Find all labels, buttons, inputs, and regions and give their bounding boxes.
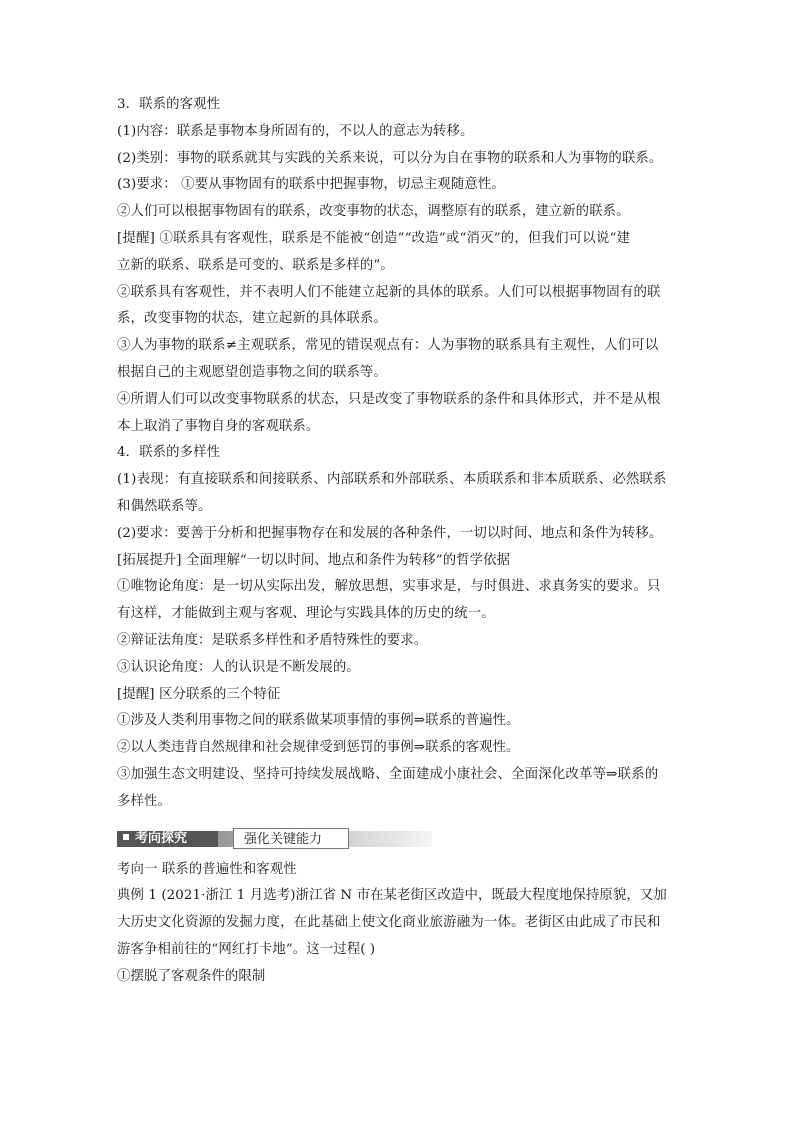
paragraph-line: ③加强生态文明建设、坚持可持续发展战略、全面建成小康社会、全面深化改革等⇒联系的 [117,766,659,782]
paragraph-line: 和偶然联系等。 [117,498,212,514]
paragraph-line: 有这样，才能做到主观与客观、理论与实践具体的历史的统一。 [117,606,495,622]
tip-title: [提醒] 区分联系的三个特征 [117,686,281,702]
tip-line: [提醒] ①联系具有客观性，联系是不能被“创造”“改造”或“消灭”的，但我们可以说“建 [117,230,631,246]
paragraph-line: (1)表现：有直接联系和间接联系、内部联系和外部联系、本质联系和非本质联系、必然联系 [117,472,667,488]
document-page [117,92,679,991]
paragraph-line: ②辩证法角度：是联系多样性和矛盾特殊性的要求。 [117,632,428,648]
tip-line: 本上取消了事物自身的客观联系。 [117,418,320,434]
banner-dark-text: 考向探究 [135,830,188,846]
paragraph-line: 多样性。 [117,793,171,809]
example-line: 游客争相前往的“网红打卡地”。这一过程( ) [117,941,376,957]
extension-title: [拓展提升] 全面理解“一切以时间、地点和条件为转移”的哲学依据 [117,552,511,568]
paragraph-line: (1)内容：联系是事物本身所固有的，不以人的意志为转移。 [117,123,474,139]
example-line: 典例 1 (2021·浙江 1 月选考)浙江省 N 市在某老街区改造中，既最大程度地保持原貌，又加 [117,888,667,904]
paragraph-line: ①唯物论角度：是一切从实际出发，解放思想，实事求是，与时俱进、求真务实的要求。只 [117,579,661,595]
paragraph-line: ②以人类违背自然规律和社会规律受到惩罚的事例⇒联系的客观性。 [117,740,520,756]
paragraph-line: ②人们可以根据事物固有的联系，改变事物的状态，调整原有的联系，建立新的联系。 [117,204,630,220]
tip-line: ③人为事物的联系≠主观联系，常见的错误观点有：人为事物的联系具有主观性，人们可以 [117,338,659,354]
paragraph-line: (2)类别：事物的联系就其与实践的关系来说，可以分为自在事物的联系和人为事物的联系。 [117,150,663,166]
tip-line: 系，改变事物的状态，建立起新的具体联系。 [117,311,387,327]
banner-dark-label [117,831,218,847]
paragraph-line: (2)要求：要善于分析和把握事物存在和发展的各种条件，一切以时间、地点和条件为转移。 [117,525,663,541]
paragraph-line: ①涉及人类利用事物之间的联系做某项事情的事例⇒联系的普遍性。 [117,713,520,729]
option-line: ①摆脱了客观条件的限制 [117,968,266,984]
paragraph-line: (3)要求： ①要从事物固有的联系中把握事物，切忌主观随意性。 [117,177,505,193]
tip-line: ②联系具有客观性，并不表明人们不能建立起新的具体的联系。人们可以根据事物固有的联 [117,284,661,300]
paragraph-line: ③认识论角度：人的认识是不断发展的。 [117,659,360,675]
section-banner [117,821,432,849]
section-heading: 3．联系的客观性 [117,97,221,112]
banner-light-label: 强化关键能力 [233,828,349,849]
tip-line: 根据自己的主观愿望创造事物之间的联系等。 [117,364,387,380]
tip-line: ④所谓人们可以改变事物联系的状态，只是改变了事物联系的条件和具体形式，并不是从根 [117,391,661,407]
example-line: 大历史文化资源的发掘力度，在此基础上使文化商业旅游融为一体。老街区由此成了市民和 [117,915,661,931]
square-bullet-icon [123,834,129,840]
tip-line: 立新的联系、联系是可变的、联系是多样的”。 [117,257,394,273]
exam-direction-heading: 考向一 联系的普遍性和客观性 [117,861,297,877]
section-heading: 4．联系的多样性 [117,445,221,461]
